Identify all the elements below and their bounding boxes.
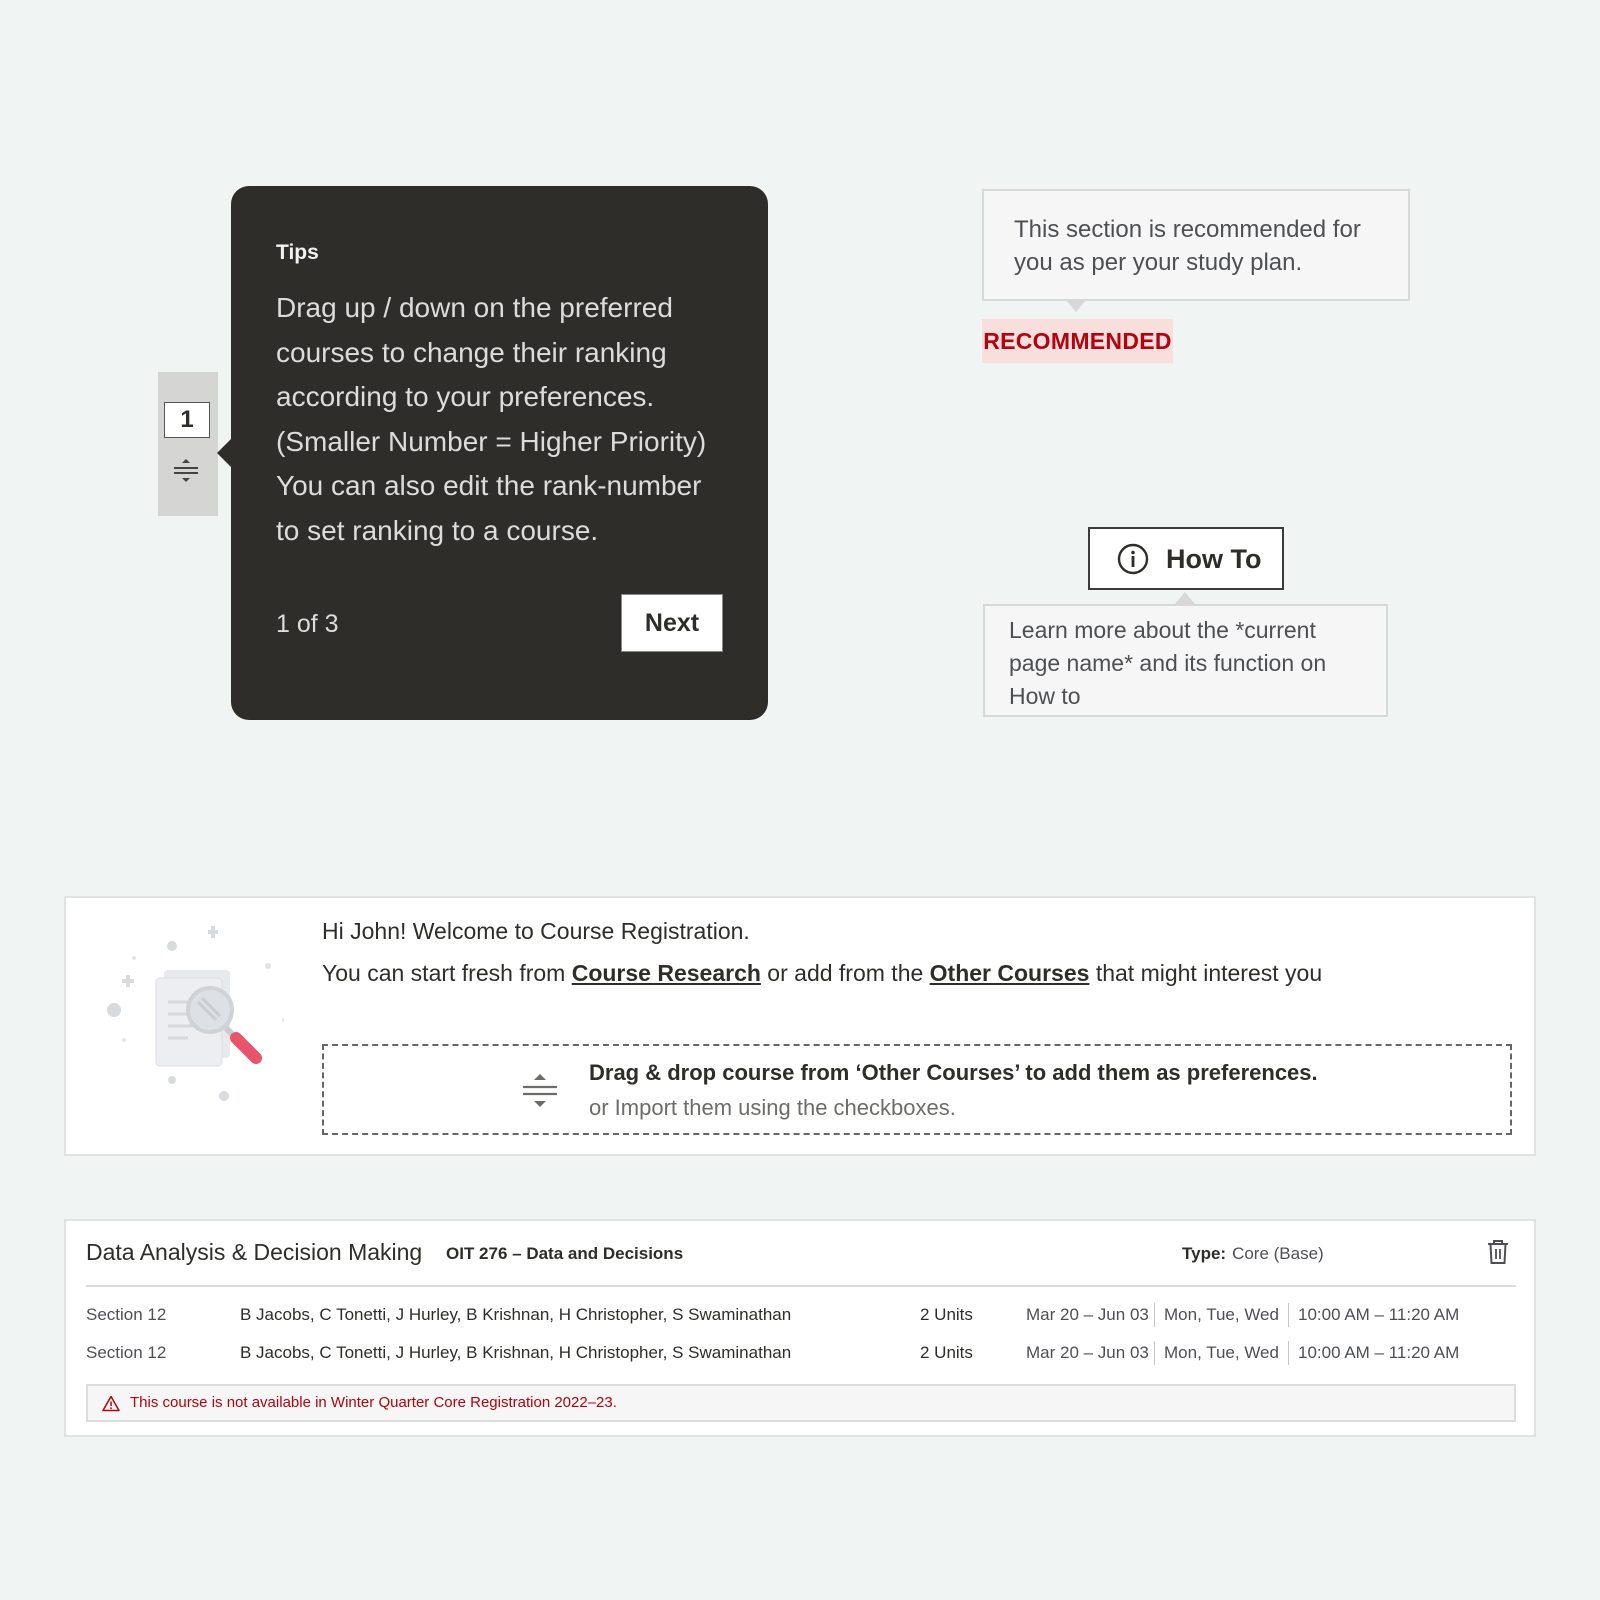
course-type-label: Type: [1182, 1244, 1227, 1263]
course-divider [86, 1285, 1516, 1287]
drag-handle-icon[interactable] [172, 458, 200, 484]
course-card [64, 1219, 1536, 1437]
course-title: Data Analysis & Decision Making [86, 1239, 423, 1265]
section-time: 10:00 AM – 11:20 AM [1298, 1305, 1460, 1324]
section-separator [1154, 1303, 1155, 1327]
welcome-intro-prefix: You can start fresh from [322, 960, 572, 986]
availability-warning [86, 1384, 1516, 1422]
recommended-tooltip [982, 189, 1410, 301]
tips-line: Drag up / down on the preferred [276, 292, 673, 323]
how-to-tooltip-line: How to [1009, 683, 1081, 709]
tips-body [276, 286, 736, 553]
section-name: Section 12 [86, 1343, 167, 1362]
welcome-intro-suffix: that might interest you [1089, 960, 1323, 986]
how-to-tooltip [983, 604, 1388, 717]
tips-line: according to your preferences. [276, 381, 655, 412]
how-to-button[interactable] [1088, 527, 1284, 590]
section-row[interactable] [86, 1301, 1516, 1329]
tips-line: courses to change their ranking [276, 336, 667, 368]
tips-line: to set ranking to a course. [276, 514, 599, 546]
tips-line: (Smaller Number = Higher Priority) [276, 425, 707, 457]
warning-text: This course is not available in Winter Quarter Core Registration 2022–23. [130, 1394, 617, 1411]
recommended-badge[interactable]: RECOMMENDED [982, 319, 1173, 363]
section-name: Section 12 [86, 1305, 167, 1324]
section-separator [1288, 1341, 1289, 1365]
section-units: 2 Units [920, 1305, 973, 1324]
section-instructors: B Jacobs, C Tonetti, J Hurley, B Krishnan, H Christopher, S Swaminathan [240, 1343, 792, 1362]
welcome-greeting: Hi John! Welcome to Course Registration. [322, 918, 750, 944]
section-days: Mon, Tue, Wed [1164, 1343, 1279, 1362]
welcome-intro [322, 960, 1322, 987]
dropzone-title: Drag & drop course from ‘Other Courses’ to add them as preferences. [589, 1060, 1318, 1085]
recommended-tooltip-arrow [1066, 300, 1086, 312]
how-to-tooltip-arrow [1175, 592, 1195, 604]
trash-icon[interactable] [1486, 1239, 1510, 1265]
rank-number-input[interactable]: 1 [164, 402, 210, 438]
search-document-illustration [84, 910, 284, 1110]
section-instructors: B Jacobs, C Tonetti, J Hurley, B Krishnan, H Christopher, S Swaminathan [240, 1305, 792, 1324]
course-type-value: Core (Base) [1232, 1244, 1324, 1263]
section-dates: Mar 20 – Jun 03 [1026, 1343, 1149, 1362]
info-icon [1117, 543, 1149, 575]
welcome-panel [64, 896, 1536, 1156]
course-research-link[interactable]: Course Research [571, 960, 761, 986]
course-type [1182, 1244, 1324, 1264]
section-time: 10:00 AM – 11:20 AM [1298, 1343, 1460, 1362]
recommended-tooltip-line: you as per your study plan. [1014, 249, 1303, 276]
tips-popover-arrow [217, 439, 231, 467]
tips-line: You can also edit the rank-number [276, 470, 702, 501]
tips-next-button[interactable]: Next [621, 594, 723, 652]
section-dates: Mar 20 – Jun 03 [1026, 1305, 1149, 1324]
section-units: 2 Units [920, 1343, 973, 1362]
tips-step-counter: 1 of 3 [276, 610, 339, 638]
rank-handle[interactable] [158, 372, 218, 516]
section-separator [1288, 1303, 1289, 1327]
tips-title: Tips [276, 241, 319, 264]
how-to-label: How To [1166, 544, 1262, 574]
how-to-tooltip-line: Learn more about the *current [1009, 617, 1316, 643]
section-days: Mon, Tue, Wed [1164, 1305, 1279, 1324]
welcome-intro-middle: or add from the [760, 960, 930, 986]
how-to-tooltip-line: page name* and its function on [1009, 650, 1327, 676]
course-dropzone[interactable] [322, 1044, 1512, 1135]
section-separator [1154, 1341, 1155, 1365]
course-code: OIT 276 – Data and Decisions [446, 1244, 684, 1263]
drag-handle-icon [520, 1072, 560, 1110]
tips-popover [231, 186, 768, 720]
other-courses-link[interactable]: Other Courses [929, 960, 1090, 986]
section-row[interactable] [86, 1339, 1516, 1367]
warning-icon [102, 1395, 120, 1412]
dropzone-subtitle: or Import them using the checkboxes. [589, 1095, 956, 1120]
recommended-tooltip-line: This section is recommended for [1014, 216, 1361, 243]
